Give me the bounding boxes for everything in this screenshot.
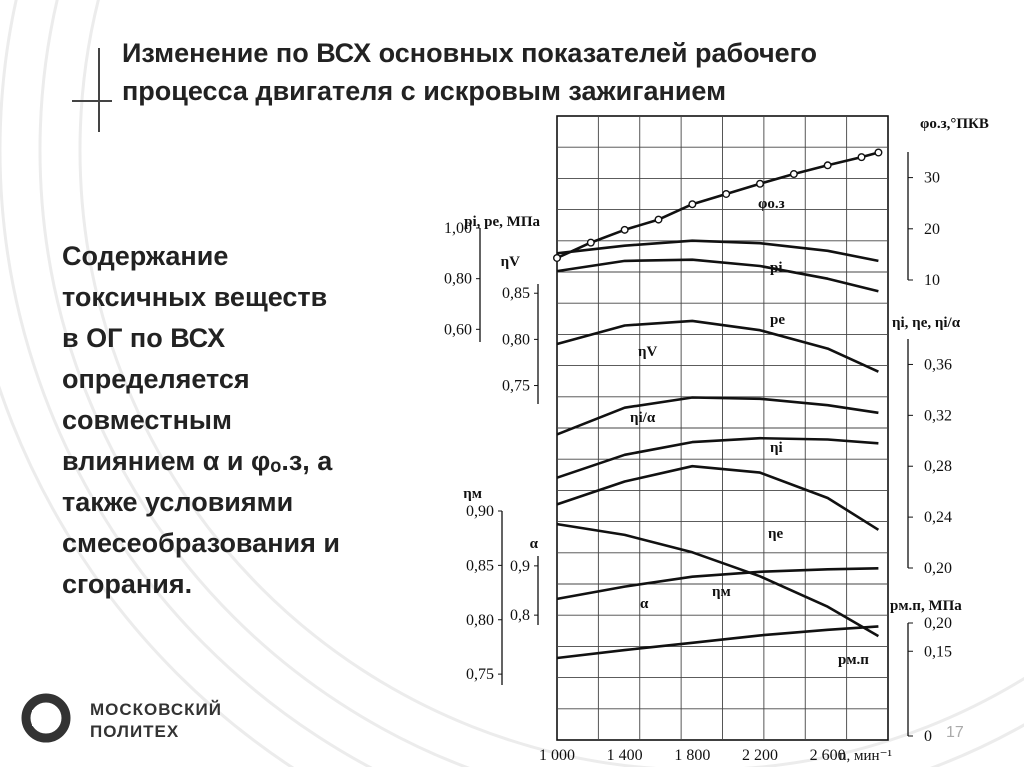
series-point: [723, 191, 730, 198]
series-point: [655, 216, 662, 223]
page-number: 17: [946, 724, 964, 741]
axis-tick-label-pm: 0,20: [924, 615, 952, 632]
series-point: [621, 227, 628, 234]
logo-text-line-1: МОСКОВСКИЙ: [90, 700, 222, 719]
axis-title-alpha: α: [529, 536, 538, 552]
series-line: [557, 626, 878, 658]
series-line: [557, 524, 878, 636]
axis-tick-label-phi: 10: [924, 272, 940, 289]
series-point: [554, 255, 561, 262]
body-line-3: в ОГ по ВСХ: [62, 323, 226, 353]
series-line: [557, 466, 878, 530]
series-point: [588, 239, 595, 246]
series-label: ηi: [770, 440, 783, 456]
axis-tick-label-eta_iv: 0,20: [924, 560, 952, 577]
title-vertical-rule: [98, 48, 100, 132]
university-logo: [18, 690, 248, 750]
axis-tick-label-alpha: 0,8: [510, 607, 530, 625]
body-line-1: Содержание: [62, 241, 229, 271]
body-line-2: токсичных веществ: [62, 282, 328, 312]
body-line-8: смесеобразования и: [62, 528, 340, 558]
body-line-6: влиянием α и φₒ.з, а: [62, 446, 333, 476]
series-label: ηe: [768, 526, 784, 542]
axis-title-eta_iv: ηi, ηe, ηi/α: [892, 315, 961, 331]
axis-tick-label-etam: 0,90: [466, 503, 494, 520]
axis-tick-label-pm: 0: [924, 728, 932, 745]
series-label: pi: [770, 260, 783, 276]
axis-title-p: pi, pe, МПа: [464, 214, 540, 230]
title-line-1: Изменение по ВСХ основных показателей рабочего: [122, 38, 818, 68]
axis-tick-label-eta_iv: 0,32: [924, 407, 952, 425]
axis-tick-label-p: 0,80: [444, 270, 472, 288]
x-tick-label: 2 200: [742, 747, 779, 764]
engine-characteristics-chart: [420, 108, 1024, 767]
axis-tick-label-alpha: 0,9: [510, 557, 530, 575]
series-label: φо.з: [758, 196, 785, 212]
series-line: [557, 241, 878, 261]
series-line: [557, 321, 878, 372]
series-label: α: [640, 596, 649, 612]
axis-title-etav: ηV: [500, 254, 520, 270]
logo-ring-icon: [18, 690, 74, 746]
x-tick-label: 2 600: [809, 747, 846, 764]
axis-tick-label-eta_iv: 0,28: [924, 458, 952, 476]
logo-text-line-2: ПОЛИТЕХ: [90, 722, 180, 741]
series-point: [824, 162, 831, 169]
series-label: pe: [770, 312, 785, 328]
axis-tick-label-etam: 0,80: [466, 611, 494, 629]
series-point: [757, 180, 764, 187]
axis-tick-label-etav: 0,75: [502, 377, 530, 395]
axis-tick-label-p: 1,00: [444, 220, 472, 237]
axis-tick-label-phi: 30: [924, 169, 940, 187]
series-point: [858, 154, 865, 161]
body-line-4: определяется: [62, 364, 250, 394]
series-point: [875, 149, 882, 156]
series-line: [557, 438, 878, 478]
series-line: [557, 260, 878, 292]
axis-tick-label-pm: 0,15: [924, 643, 952, 661]
series-point: [791, 171, 798, 178]
body-line-7: также условиями: [62, 487, 294, 517]
title-line-2: процесса двигателя с искровым зажиганием: [122, 76, 727, 106]
body-line-9: сгорания.: [62, 569, 193, 599]
series-label: pм.п: [838, 652, 869, 668]
x-axis-label: n, мин⁻¹: [839, 748, 892, 764]
x-tick-label: 1 800: [674, 747, 711, 764]
slide-body-text: [62, 236, 422, 605]
series-point: [689, 201, 696, 208]
series-line: [557, 398, 878, 435]
axis-tick-label-etam: 0,75: [466, 666, 494, 684]
axis-tick-label-eta_iv: 0,24: [924, 509, 952, 527]
axis-title-pm: pм.п, МПа: [890, 598, 962, 614]
axis-title-etam: ηм: [463, 486, 482, 502]
series-label: ηi/α: [630, 410, 656, 426]
axis-title-phi: φо.з,°ПКВ: [920, 116, 989, 132]
axis-tick-label-etav: 0,80: [502, 331, 530, 349]
series-label: ηV: [638, 344, 658, 360]
axis-tick-label-etam: 0,85: [466, 557, 494, 575]
axis-tick-label-phi: 20: [924, 220, 940, 238]
axis-tick-label-etav: 0,85: [502, 285, 530, 303]
slide-title: [122, 34, 1002, 110]
x-tick-label: 1 000: [539, 747, 575, 764]
x-tick-label: 1 400: [606, 747, 643, 764]
axis-tick-label-eta_iv: 0,36: [924, 356, 952, 374]
body-line-5: совместным: [62, 405, 232, 435]
axis-tick-label-p: 0,60: [444, 321, 472, 339]
title-horizontal-rule: [72, 100, 112, 102]
series-label: ηм: [712, 584, 731, 600]
